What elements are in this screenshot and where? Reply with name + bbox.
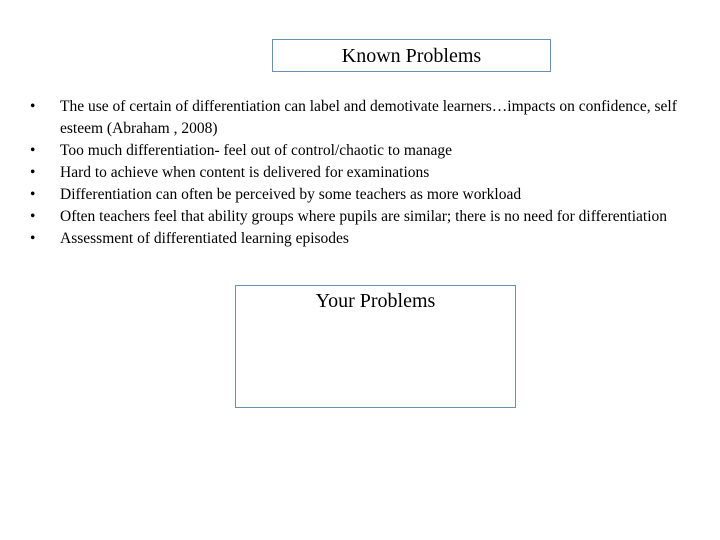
list-item-text: Hard to achieve when content is delivered for examinations: [60, 164, 430, 181]
list-item: [30, 140, 680, 162]
known-problems-title: Known Problems: [272, 39, 551, 72]
list-item-text: Assessment of differentiated learning episodes: [60, 230, 349, 247]
list-item-text: Often teachers feel that ability groups where pupils are similar; there is no need for differentiation: [60, 208, 668, 225]
list-item: [30, 184, 680, 206]
your-problems-title: Your Problems: [315, 290, 436, 312]
bullet-icon: •: [30, 164, 36, 181]
list-item: [30, 162, 680, 184]
list-item: [30, 206, 680, 228]
bullet-icon: •: [30, 186, 36, 203]
list-item-text: The use of certain of differentiation can label and demotivate learners…impacts on confidence, self esteem (Abraham , 2008): [60, 98, 677, 137]
list-item-text: Differentiation can often be perceived by some teachers as more workload: [60, 186, 522, 203]
your-problems-box: [235, 285, 516, 408]
list-item-text: Too much differentiation- feel out of control/chaotic to manage: [60, 142, 453, 159]
bullet-icon: •: [30, 98, 36, 115]
known-problems-list: [30, 96, 680, 250]
bullet-icon: •: [30, 142, 36, 159]
list-item: [30, 228, 680, 250]
bullet-icon: •: [30, 208, 36, 225]
bullet-icon: •: [30, 230, 36, 247]
list-item: [30, 96, 680, 140]
